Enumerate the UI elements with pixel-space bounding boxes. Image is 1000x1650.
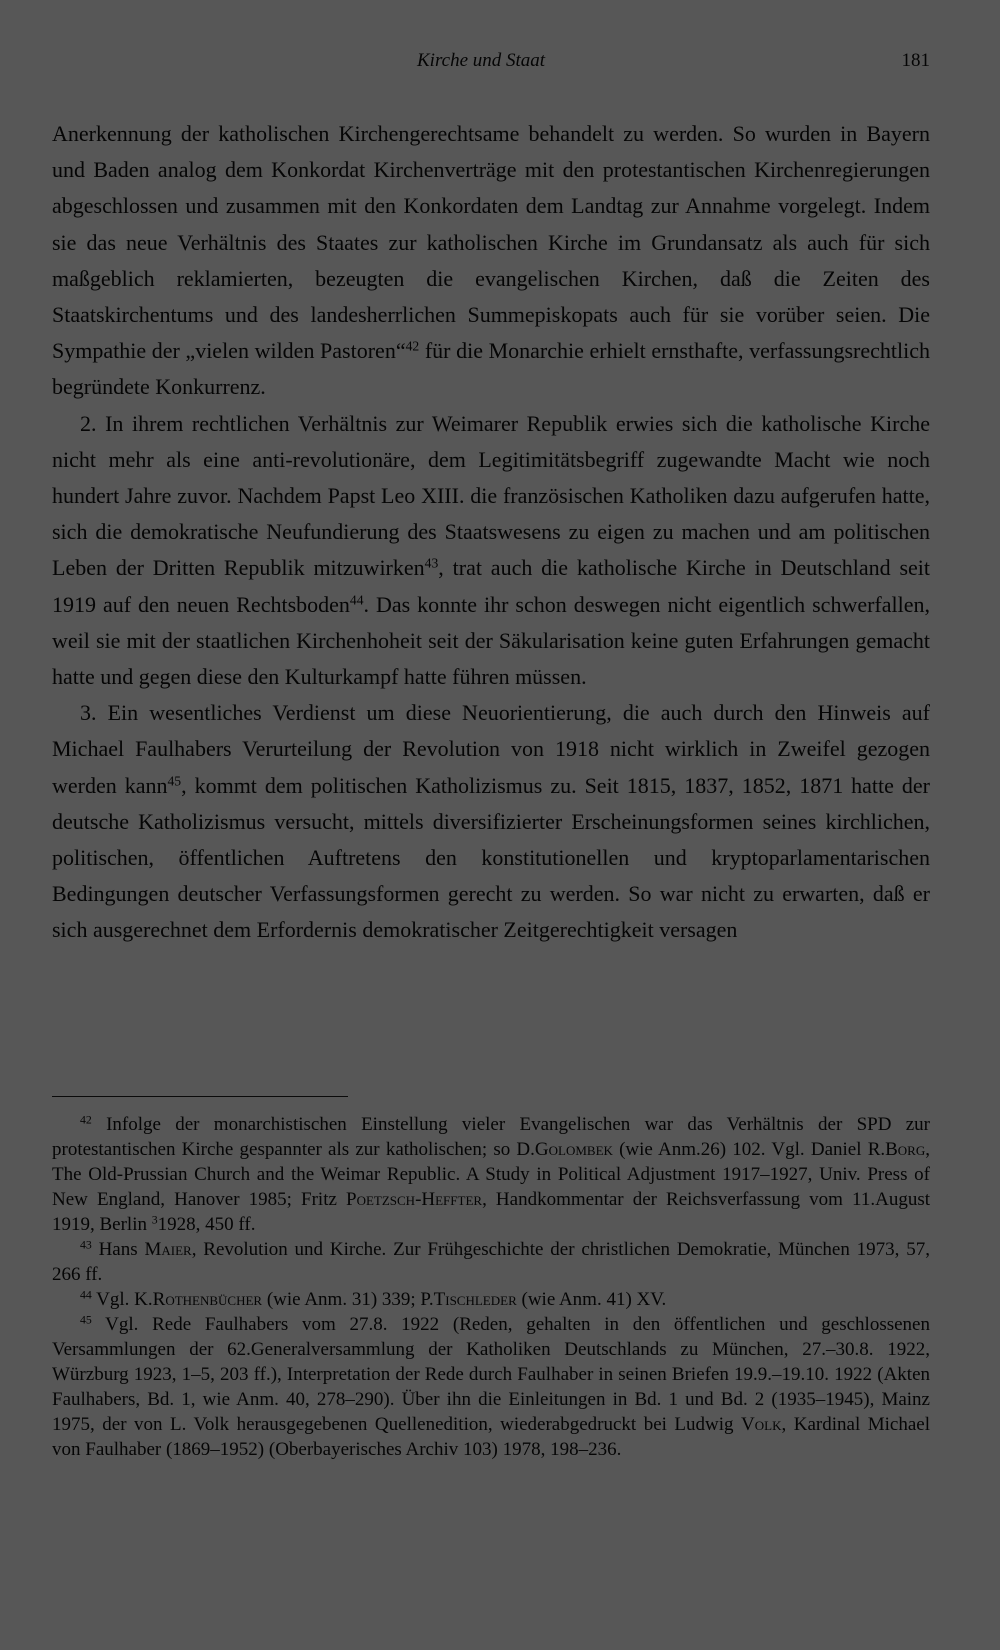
footnote-text: Infolge der monarchistischen Einstellung vieler Evangelischen war das Verhältnis der SPD zur protestantischen Kirche gespannter als zur katholischen; so D. [52, 1114, 930, 1160]
author-name: Rothenbücher [152, 1289, 263, 1310]
footnote-text: Vgl. K. [91, 1289, 153, 1310]
author-name: Poetzsch-Heffter [346, 1189, 483, 1210]
footnote-ref-43: 43 [424, 555, 439, 571]
footnotes [52, 1112, 930, 1462]
footnote-ref-42: 42 [405, 338, 420, 354]
paragraph-text: . Das konnte ihr schon deswegen nicht eigentlich schwerfallen, weil sie mit der staatlichen Kirchenhoheit seit der Säkularisation keine guten Erfahrungen gemacht hatte und gegen diese den Kulturkampf hatte führen müssen. [52, 591, 930, 690]
footnote-45 [52, 1312, 930, 1462]
footnote-number: 43 [80, 1238, 92, 1252]
footnote-43 [52, 1237, 930, 1287]
footnote-44 [52, 1287, 930, 1312]
footnote-42 [52, 1112, 930, 1237]
footnote-text: , The Old-Prussian Church and the Weimar Republic. A Study in Political Adjustment 1917–1927, Univ. Press of New England, Hanover 1985; Fritz [52, 1139, 930, 1210]
footnote-text: (wie Anm. 31) 339; P. [262, 1289, 434, 1310]
footnote-number: 42 [80, 1113, 92, 1127]
paragraph-1 [52, 116, 930, 406]
footnote-text: (wie Anm.26) 102. Vgl. Daniel R. [612, 1139, 886, 1160]
footnote-number: 45 [80, 1313, 92, 1327]
footnote-text: , Revolution und Kirche. Zur Frühgeschichte der christlichen Demokratie, München 1973, 57, 266 ff. [52, 1239, 930, 1285]
page-header [52, 50, 930, 80]
footnote-ref-45: 45 [167, 773, 182, 789]
author-name: Volk [741, 1414, 782, 1435]
footnote-text: (wie Anm. 41) XV. [516, 1289, 667, 1310]
paragraph-text: , trat auch die katholische Kirche in Deutschland seit 1919 auf den neuen Rechtsboden [52, 555, 931, 617]
paragraph-3 [52, 695, 930, 948]
footnote-text: , Kardinal Michael von Faulhaber (1869–1952) (Oberbayerisches Archiv 103) 1978, 198–236. [52, 1414, 930, 1460]
footnote-text: Hans [91, 1239, 145, 1260]
author-name: Golombek [534, 1139, 613, 1160]
page-number: 181 [901, 50, 930, 71]
paragraph-text: , kommt dem politischen Katholizismus zu. Seit 1815, 1837, 1852, 1871 hatte der deutsche Katholizismus versucht, mittels diversifizierter Erscheinungsformen seines kirchlichen, politischen, öffentlichen Auftretens den konstitutionellen und kryptoparlamentarischen Bedingungen deutscher Verfassungsformen gerecht zu werden. So war nicht zu erwarten, daß er sich ausgerechnet dem Erfordernis demokratischer Zeitgerechtigkeit versagen [52, 772, 930, 943]
footnote-ref-44: 44 [349, 592, 364, 608]
running-head: Kirche und Staat [417, 50, 546, 71]
footnote-text: 1928, 450 ff. [157, 1214, 256, 1235]
paragraph-text: 2. In ihrem rechtlichen Verhältnis zur Weimarer Republik erwies sich die katholische Kirche nicht mehr als eine anti-revolutionäre, dem Legitimitätsbegriff zugewandte Macht wie noch hundert Jahre zuvor. Nachdem Papst Leo XIII. die französischen Katholiken dazu aufgerufen hatte, sich die demokratische Neufundierung des Staatswesens zu eigen zu machen und am politischen Leben der Dritten Republik mitzuwirken [52, 410, 930, 581]
author-name: Maier [144, 1239, 192, 1260]
paragraph-text: Anerkennung der katholischen Kirchengerechtsame behandelt zu werden. So wurden in Bayern und Baden analog dem Konkordat Kirchenverträge mit den protestantischen Kirchenregierungen abgeschlossen und zusammen mit den Konkordaten dem Landtag zur Annahme vorgelegt. Indem sie das neue Verhältnis des Staates zur katholischen Kirche im Grundansatz als auch für sich maßgeblich reklamierten, bezeugten die evangelischen Kirchen, daß die Zeiten des Staatskirchentums und des landesherrlichen Summepiskopats auch für sie vorüber seien. Die Sympathie der „vielen wilden Pastoren“ [52, 121, 930, 364]
edition-number: 3 [151, 1213, 158, 1227]
author-name: Borg [885, 1139, 926, 1160]
paragraph-2 [52, 406, 930, 696]
paragraph-text: für die Monarchie erhielt ernsthafte, verfassungsrechtlich begründete Konkurrenz. [52, 338, 930, 400]
body-text [52, 116, 930, 949]
footnote-number: 44 [80, 1288, 92, 1302]
footnote-text: , Handkommentar der Reichsverfassung vom 11.August 1919, Berlin [52, 1189, 930, 1235]
author-name: Tischleder [433, 1289, 517, 1310]
footnote-text: Vgl. Rede Faulhabers vom 27.8. 1922 (Reden, gehalten in den öffentlichen und geschlossenen Versammlungen der 62.Generalversammlung der Katholiken Deutschlands zu München, 27.–30.8. 1922, Würzburg 1923, 1–5, 203 ff.), Interpretation der Rede durch Faulhaber in seinen Briefen 19.9.–19.10. 1922 (Akten Faulhabers, Bd. 1, wie Anm. 40, 278–290). Über ihn die Einleitungen in Bd. 1 und Bd. 2 (1935–1945), Mainz 1975, der von L. Volk herausgegebenen Quellenedition, wiederabgedruckt bei Ludwig [52, 1314, 930, 1435]
paragraph-text: 3. Ein wesentliches Verdienst um diese Neuorientierung, die auch durch den Hinweis auf Michael Faulhabers Verurteilung der Revolution von 1918 nicht wirklich in Zweifel gezogen werden kann [52, 700, 930, 798]
footnote-separator [52, 1096, 348, 1097]
